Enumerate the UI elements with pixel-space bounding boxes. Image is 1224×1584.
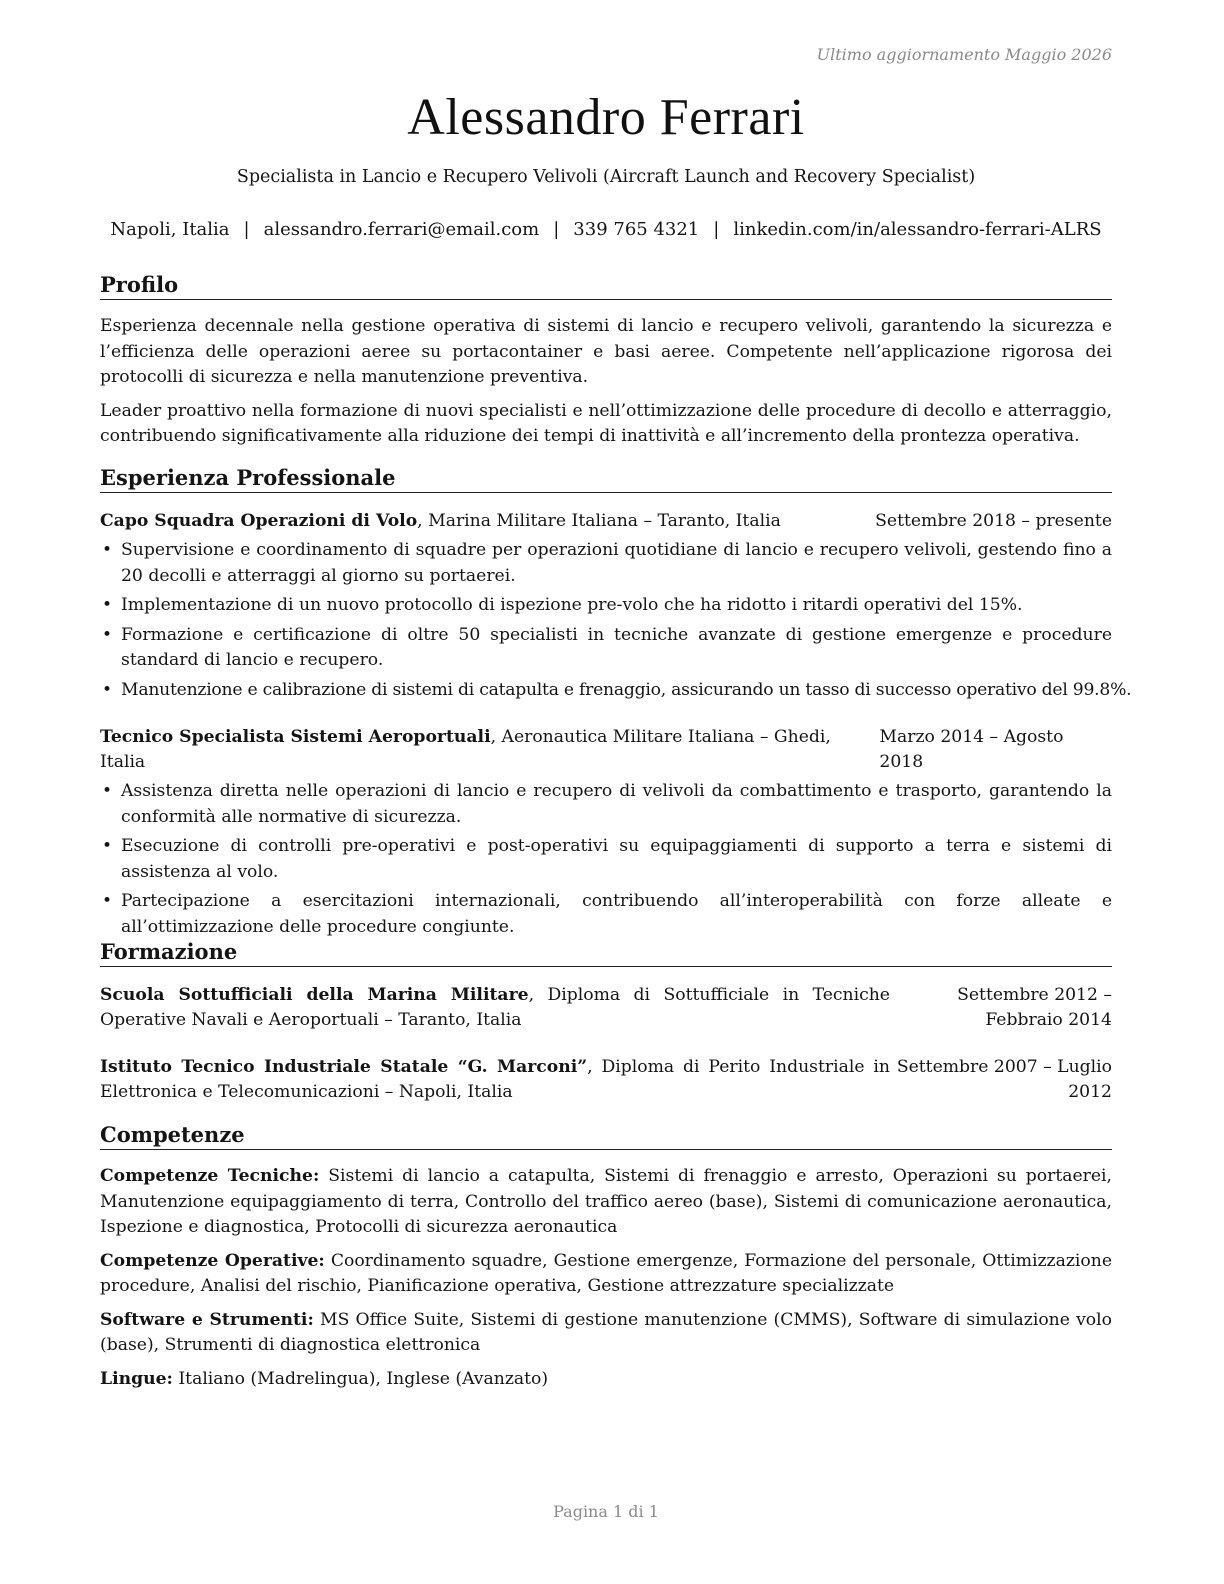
education-section xyxy=(100,939,1112,1105)
contact-linkedin[interactable]: linkedin.com/in/alessandro-ferrari-ALRS xyxy=(733,219,1102,240)
job-bullet: • Implementazione di un nuovo protocollo di ispezione pre-volo che ha ridotto i ritardi operativi del 15%. xyxy=(100,593,1112,619)
job-bullets xyxy=(100,779,1112,940)
education-dates: Settembre 2007 – Luglio 2012 xyxy=(896,1057,1112,1102)
job-org: , Aeronautica Militare Italiana – Ghedi, Italia xyxy=(100,727,831,772)
page-number: Pagina 1 di 1 xyxy=(553,1502,659,1521)
education-entry xyxy=(100,1055,1112,1105)
job-header xyxy=(100,509,1112,534)
skill-text: Coordinamento squadre, Gestione emergenze, Formazione del personale, Ottimizzazione procedure, Analisi del rischio, Pianificazione operativa, Gestione attrezzature specializzate xyxy=(100,1250,1113,1296)
skill-label: Lingue: xyxy=(100,1368,173,1389)
candidate-subtitle: Specialista in Lancio e Recupero Velivoli (Aircraft Launch and Recovery Specialist) xyxy=(236,167,976,187)
contact-separator: | xyxy=(553,219,560,240)
job-title-line xyxy=(100,725,879,775)
profile-section xyxy=(100,272,1112,450)
contact-separator: | xyxy=(243,219,250,240)
education-dates: Settembre 2012 – Febbraio 2014 xyxy=(957,985,1112,1030)
job-bullet: • Assistenza diretta nelle operazioni di lancio e recupero di velivoli da combattimento e trasporto, garantendo la conformità alle normative di sicurezza. xyxy=(100,779,1112,830)
experience-section xyxy=(100,465,1132,944)
job-bullet: • Manutenzione e calibrazione di sistemi di catapulta e frenaggio, assicurando un tasso di successo operativo del 99.8%. xyxy=(100,678,1112,704)
education-description xyxy=(100,983,890,1033)
education-detail: , Diploma di Perito Industriale in Elettronica e Telecomunicazioni – Napoli, Italia xyxy=(100,1057,890,1102)
section-title-skills: Competenze xyxy=(100,1122,1112,1150)
job-entry xyxy=(100,725,1112,940)
job-role: Tecnico Specialista Sistemi Aeroportuali xyxy=(100,727,491,747)
skill-group xyxy=(100,1164,1112,1241)
job-dates: Marzo 2014 – Agosto 2018 xyxy=(879,727,1064,772)
last-updated: Ultimo aggiornamento Maggio 2026 xyxy=(816,45,1112,64)
skill-text: Sistemi di lancio a catapulta, Sistemi di frenaggio e arresto, Operazioni su portaerei, Manutenzione equipaggiamento di terra, Controllo del traffico aereo (base), Sistemi di comunicazione aeronautica, Ispezione e diagnostica, Protocolli di sicurezza aeronautica xyxy=(100,1166,1112,1237)
contact-location: Napoli, Italia xyxy=(110,219,230,240)
job-bullets xyxy=(100,538,1132,703)
skills-section xyxy=(100,1122,1112,1392)
section-title-experience: Esperienza Professionale xyxy=(100,465,1112,493)
skill-group xyxy=(100,1308,1112,1359)
section-title-profile: Profilo xyxy=(100,272,1112,300)
profile-paragraph: Esperienza decennale nella gestione operativa di sistemi di lancio e recupero velivoli, garantendo la sicurezza e l’efficienza delle operazioni aeree su portacontainer e basi aeree. Competente nell’applicazione rigorosa dei protocolli di sicurezza e nella manutenzione preventiva. xyxy=(100,316,1112,387)
contact-separator: | xyxy=(713,219,720,240)
job-dates: Settembre 2018 – presente xyxy=(875,511,1112,531)
job-entry xyxy=(100,509,1132,703)
candidate-name: Alessandro Ferrari xyxy=(407,89,805,146)
education-detail: , Diploma di Sottufficiale in Tecniche Operative Navali e Aeroportuali – Taranto, Italia xyxy=(100,985,890,1030)
job-header xyxy=(100,725,1112,775)
skill-label: Competenze Operative: xyxy=(100,1250,325,1271)
skill-text: Italiano (Madrelingua), Inglese (Avanzato) xyxy=(172,1368,549,1389)
job-bullet: • Esecuzione di controlli pre-operativi e post-operativi su equipaggiamenti di supporto a terra e sistemi di assistenza al volo. xyxy=(100,834,1112,885)
job-org: , Marina Militare Italiana – Taranto, Italia xyxy=(417,511,781,531)
skill-text: MS Office Suite, Sistemi di gestione manutenzione (CMMS), Software di simulazione volo (base), Strumenti di diagnostica elettronica xyxy=(100,1309,1112,1355)
education-school: Istituto Tecnico Industriale Statale “G. Marconi” xyxy=(100,1057,588,1077)
skill-label: Software e Strumenti: xyxy=(100,1309,314,1330)
education-school: Scuola Sottufficiali della Marina Militare xyxy=(100,985,529,1005)
skill-group xyxy=(100,1249,1112,1300)
job-bullet: • Partecipazione a esercitazioni internazionali, contribuendo all’interoperabilità con forze alleate e all’ottimizzazione delle procedure congiunte. xyxy=(100,889,1112,940)
skill-group xyxy=(100,1367,1112,1393)
profile-paragraph: Leader proattivo nella formazione di nuovi specialisti e nell’ottimizzazione delle procedure di decollo e atterraggio, contribuendo significativamente alla riduzione dei tempi di inattività e all’incremento della prontezza operativa. xyxy=(100,400,1112,446)
contact-email[interactable]: alessandro.ferrari@email.com xyxy=(263,219,540,240)
skill-label: Competenze Tecniche: xyxy=(100,1166,320,1186)
education-description xyxy=(100,1055,890,1105)
job-bullet: • Formazione e certificazione di oltre 50 specialisti in tecniche avanzate di gestione emergenze e procedure standard di lancio e recupero. xyxy=(100,623,1112,674)
section-title-education: Formazione xyxy=(100,939,1112,967)
education-entry xyxy=(100,983,1112,1033)
job-role: Capo Squadra Operazioni di Volo xyxy=(100,511,418,531)
job-bullet: • Supervisione e coordinamento di squadre per operazioni quotidiane di lancio e recupero velivoli, gestendo fino a 20 decolli e atterraggi al giorno su portaerei. xyxy=(100,538,1112,589)
job-title-line xyxy=(100,509,781,534)
contact-line xyxy=(100,219,1112,240)
contact-phone[interactable]: 339 765 4321 xyxy=(573,219,700,240)
